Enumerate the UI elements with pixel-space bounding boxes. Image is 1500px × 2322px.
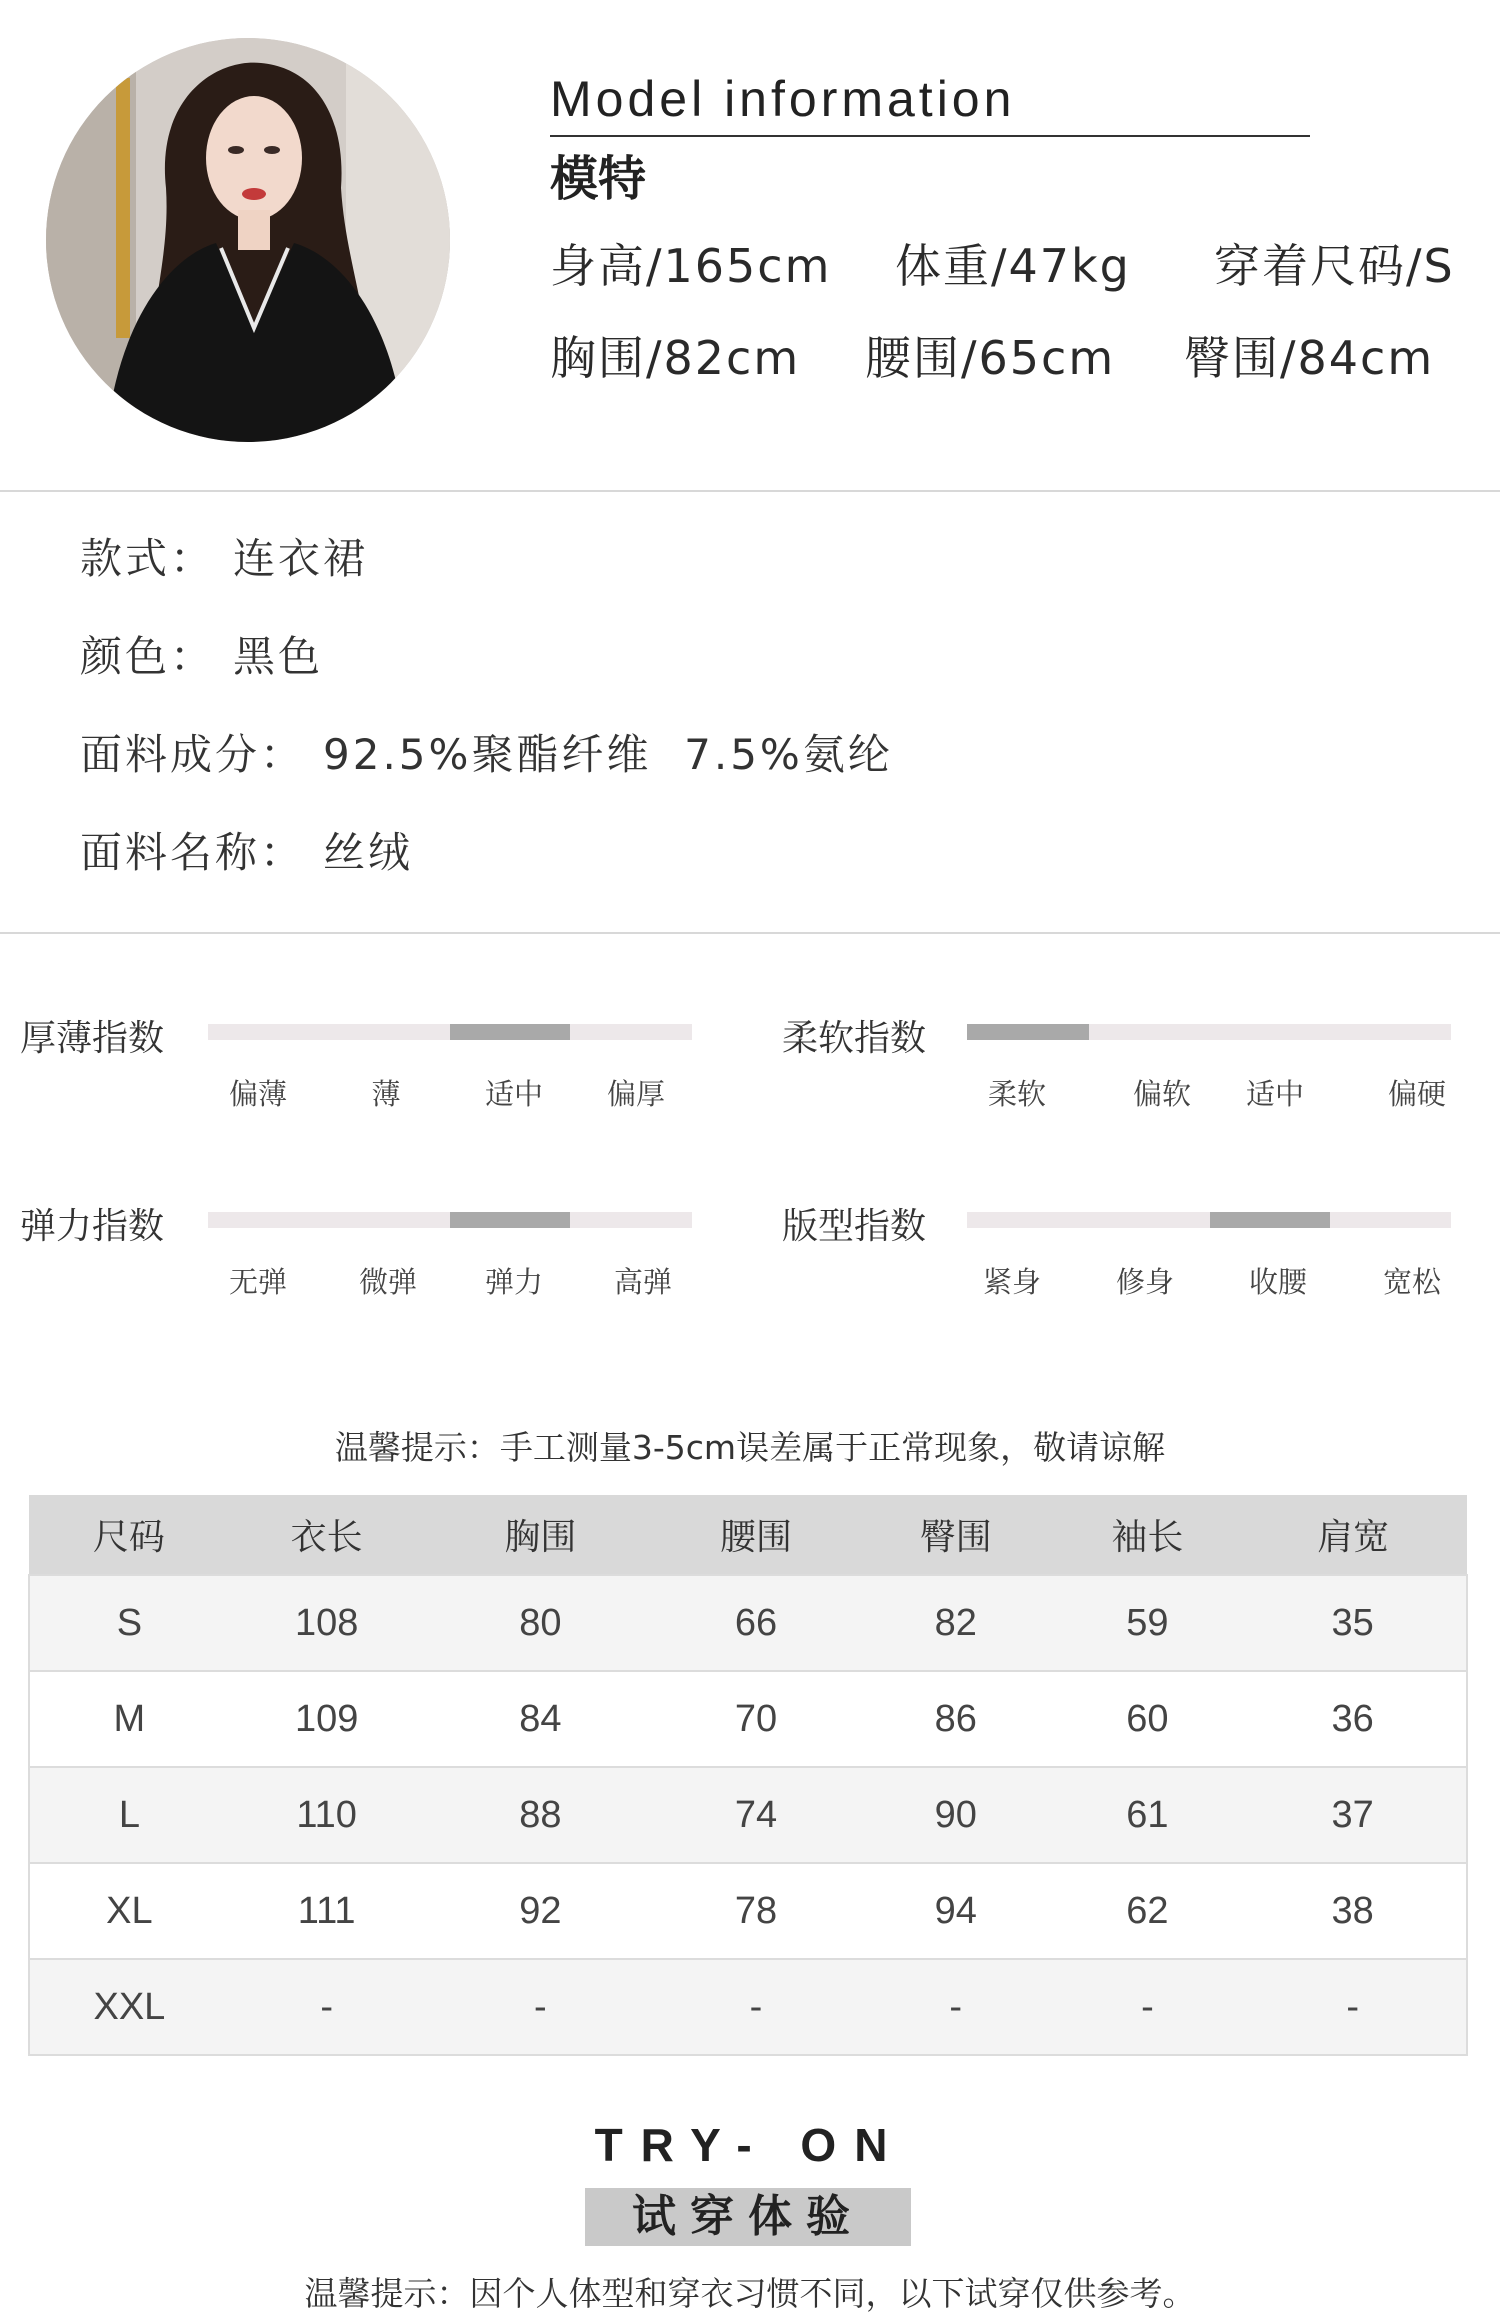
table-row <box>29 1575 1467 1671</box>
index-thickness-indicator <box>450 1024 570 1040</box>
table-header-cell: 衣长 <box>229 1495 425 1575</box>
try-on-badge: 试穿体验 <box>585 2188 911 2246</box>
size-table <box>28 1495 1468 2056</box>
table-cell: 108 <box>229 1575 425 1671</box>
table-header-cell: 尺码 <box>29 1495 229 1575</box>
table-row <box>29 1959 1467 2055</box>
index-thickness-bar <box>208 1024 692 1040</box>
spec-fabric-name-value: 丝绒 <box>323 828 414 877</box>
index-elasticity-indicator <box>450 1212 570 1228</box>
table-cell: 86 <box>856 1671 1056 1767</box>
table-cell: 109 <box>229 1671 425 1767</box>
table-cell: - <box>656 1959 856 2055</box>
spec-style <box>80 526 368 586</box>
spec-fabric-composition-value: 92.5%聚酯纤维 7.5%氨纶 <box>323 730 893 779</box>
table-cell: 78 <box>656 1863 856 1959</box>
table-cell: 59 <box>1056 1575 1240 1671</box>
table-header-cell: 腰围 <box>656 1495 856 1575</box>
table-cell: 74 <box>656 1767 856 1863</box>
table-cell: L <box>29 1767 229 1863</box>
index-option: 紧身 <box>982 1265 1042 1299</box>
table-cell: - <box>1056 1959 1240 2055</box>
table-cell: M <box>29 1671 229 1767</box>
index-option: 高弹 <box>613 1265 673 1299</box>
index-option: 宽松 <box>1382 1265 1442 1299</box>
model-photo-illustration <box>46 38 450 442</box>
index-option: 弹力 <box>484 1265 544 1299</box>
table-cell: 88 <box>425 1767 657 1863</box>
table-cell: 35 <box>1239 1575 1467 1671</box>
table-cell: 111 <box>229 1863 425 1959</box>
model-info-title: Model information <box>550 71 1016 127</box>
table-cell: 66 <box>656 1575 856 1671</box>
table-row <box>29 1671 1467 1767</box>
index-fit-indicator <box>1210 1212 1330 1228</box>
index-option: 适中 <box>1245 1077 1305 1111</box>
index-option: 偏厚 <box>606 1077 666 1111</box>
try-on-title: TRY- ON <box>594 2119 906 2171</box>
spec-style-label: 款式： <box>80 534 216 583</box>
table-cell: 38 <box>1239 1863 1467 1959</box>
spec-color-label: 颜色： <box>80 632 216 681</box>
spec-fabric-composition <box>80 722 893 782</box>
table-cell: - <box>229 1959 425 2055</box>
index-option: 偏薄 <box>228 1077 288 1111</box>
model-hips: 臀围/84cm <box>1184 331 1435 385</box>
try-on-tip: 温馨提示：因个人体型和穿衣习惯不同，以下试穿仅供参考。 <box>304 2274 1196 2313</box>
index-option: 适中 <box>484 1077 544 1111</box>
spec-fabric-name-label: 面料名称： <box>80 828 306 877</box>
table-header-cell: 袖长 <box>1056 1495 1240 1575</box>
table-cell: XXL <box>29 1959 229 2055</box>
table-cell: 37 <box>1239 1767 1467 1863</box>
index-elasticity-label: 弹力指数 <box>20 1206 165 1247</box>
index-softness-bar <box>967 1024 1451 1040</box>
table-cell: XL <box>29 1863 229 1959</box>
index-option: 柔软 <box>987 1077 1047 1111</box>
table-cell: 90 <box>856 1767 1056 1863</box>
table-cell: 36 <box>1239 1671 1467 1767</box>
table-cell: - <box>856 1959 1056 2055</box>
index-option: 薄 <box>371 1077 401 1111</box>
table-cell: 84 <box>425 1671 657 1767</box>
measurement-tip: 温馨提示：手工测量3-5cm误差属于正常现象，敬请谅解 <box>334 1428 1166 1467</box>
table-header-cell: 肩宽 <box>1239 1495 1467 1575</box>
index-softness-indicator <box>967 1024 1089 1040</box>
table-row <box>29 1863 1467 1959</box>
section-divider <box>0 932 1500 934</box>
table-cell: - <box>1239 1959 1467 2055</box>
model-subtitle: 模特 <box>550 151 647 207</box>
spec-fabric-composition-label: 面料成分： <box>80 730 306 779</box>
table-cell: 60 <box>1056 1671 1240 1767</box>
model-waist: 腰围/65cm <box>865 331 1116 385</box>
model-weight: 体重/47kg <box>895 239 1131 293</box>
index-elasticity-bar <box>208 1212 692 1228</box>
spec-color-value: 黑色 <box>233 632 324 681</box>
spec-color <box>80 624 323 684</box>
table-header-cell: 胸围 <box>425 1495 657 1575</box>
model-height: 身高/165cm <box>550 239 832 293</box>
index-option: 偏硬 <box>1387 1077 1447 1111</box>
model-wearing-size: 穿着尺码/S <box>1214 239 1455 293</box>
table-cell: 92 <box>425 1863 657 1959</box>
table-cell: 110 <box>229 1767 425 1863</box>
index-thickness-label: 厚薄指数 <box>20 1018 165 1059</box>
model-bust: 胸围/82cm <box>550 331 801 385</box>
table-cell: - <box>425 1959 657 2055</box>
spec-style-value: 连衣裙 <box>233 534 369 583</box>
table-cell: S <box>29 1575 229 1671</box>
table-header-cell: 臀围 <box>856 1495 1056 1575</box>
index-option: 收腰 <box>1248 1265 1308 1299</box>
index-option: 无弹 <box>228 1265 288 1299</box>
section-divider <box>0 490 1500 492</box>
table-cell: 62 <box>1056 1863 1240 1959</box>
table-cell: 61 <box>1056 1767 1240 1863</box>
table-row <box>29 1767 1467 1863</box>
table-cell: 80 <box>425 1575 657 1671</box>
index-fit-label: 版型指数 <box>782 1206 927 1247</box>
table-cell: 94 <box>856 1863 1056 1959</box>
index-option: 微弹 <box>358 1265 418 1299</box>
table-cell: 82 <box>856 1575 1056 1671</box>
model-title-underline <box>550 135 1310 137</box>
table-header-row <box>29 1495 1467 1575</box>
spec-fabric-name <box>80 820 413 880</box>
table-cell: 70 <box>656 1671 856 1767</box>
index-fit-bar <box>967 1212 1451 1228</box>
index-option: 修身 <box>1115 1265 1175 1299</box>
index-softness-label: 柔软指数 <box>782 1018 927 1059</box>
model-photo <box>46 38 450 442</box>
index-option: 偏软 <box>1132 1077 1192 1111</box>
